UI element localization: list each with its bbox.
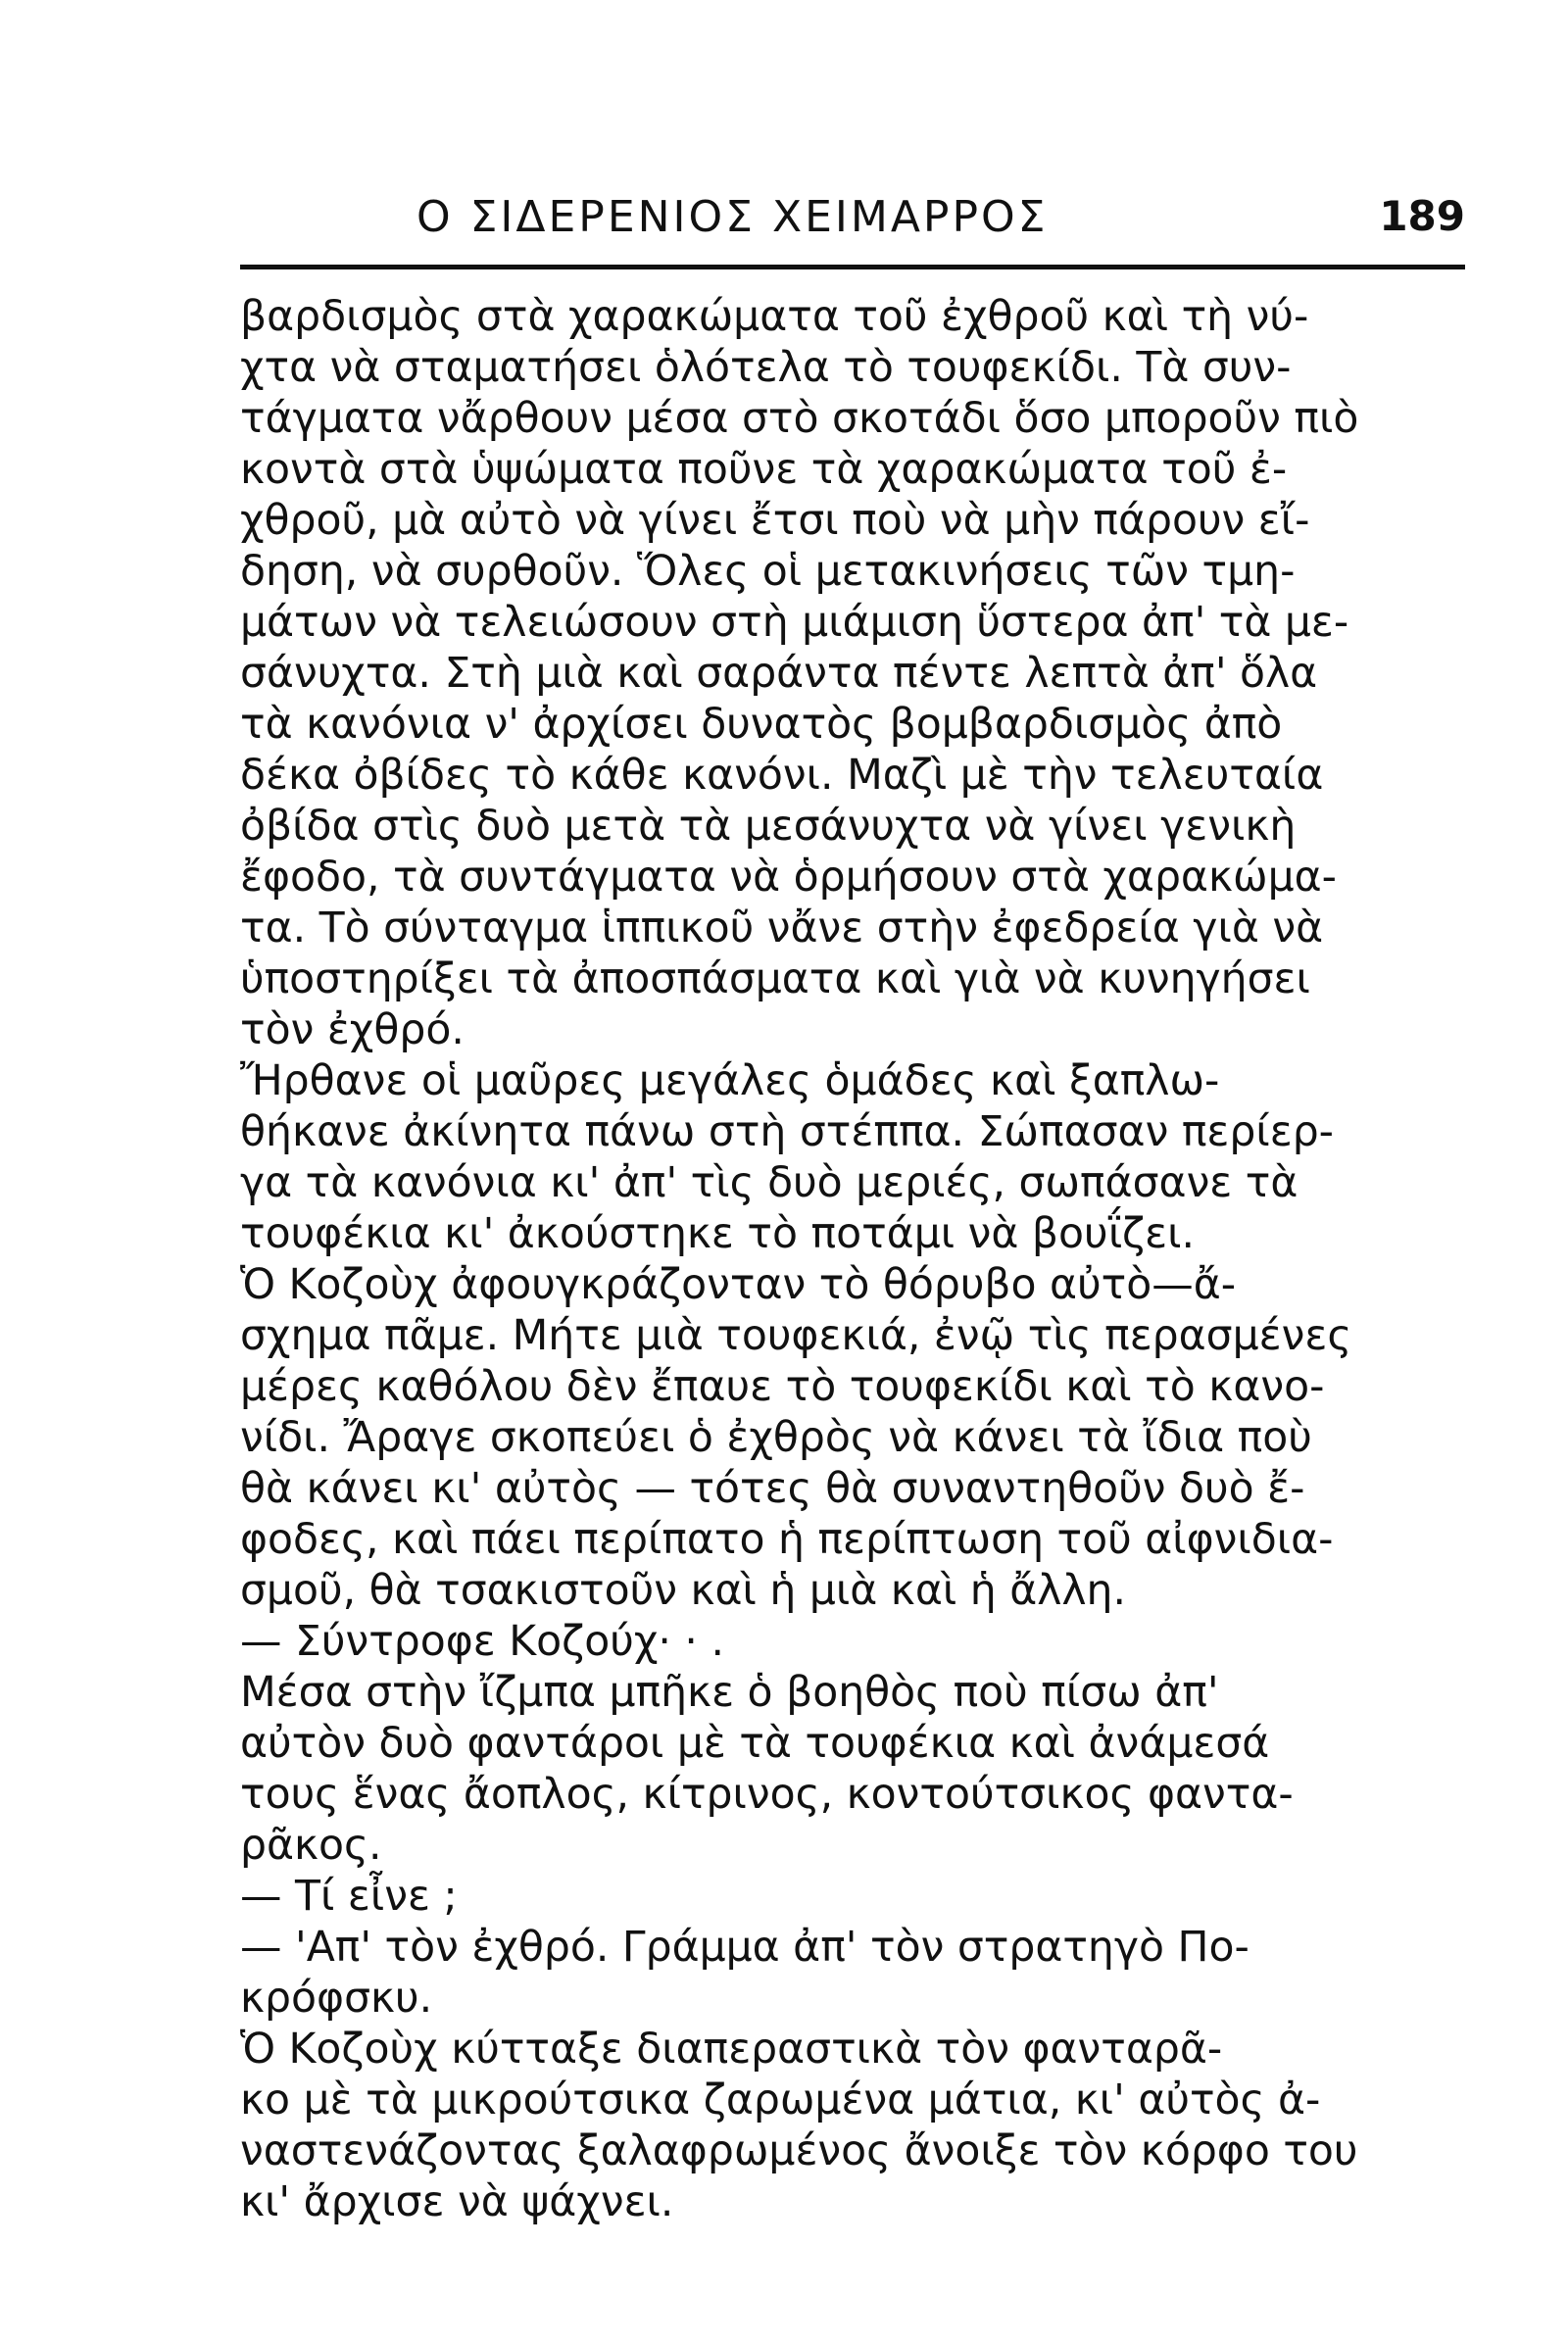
text-line: θήκανε ἀκίνητα πάνω στὴ στέππα. Σώπασαν περίερ-: [240, 1108, 1335, 1156]
text-line: τάγματα νἄρθουν μέσα στὸ σκοτάδι ὅσο μποροῦν πιὸ: [240, 395, 1359, 443]
text-line: τουφέκια κι' ἀκούστηκε τὸ ποτάμι νὰ βουΐζει.: [240, 1210, 1195, 1258]
text-line: δέκα ὀβίδες τὸ κάθε κανόνι. Μαζὶ μὲ τὴν τελευταία: [240, 752, 1324, 800]
text-line: κοντὰ στὰ ὑψώματα ποῦνε τὰ χαρακώματα τοῦ ἐ-: [240, 446, 1288, 494]
running-header: [240, 192, 1465, 261]
text-line: σάνυχτα. Στὴ μιὰ καὶ σαράντα πέντε λεπτὰ ἀπ' ὅλα: [240, 650, 1318, 698]
text-line: τὸν ἐχθρό.: [240, 1006, 465, 1054]
text-line: νίδι. Ἄραγε σκοπεύει ὁ ἐχθρὸς νὰ κάνει τὰ ἴδια ποὺ: [240, 1414, 1312, 1462]
text-line: τους ἕνας ἄοπλος, κίτρινος, κοντούτσικος φαντα-: [240, 1771, 1294, 1819]
running-title: Ο ΣΙΔΕΡΕΝΙΟΣ ΧΕΙΜΑΡΡΟΣ: [416, 192, 1049, 242]
header-rule: [240, 265, 1465, 269]
text-line: βαρδισμὸς στὰ χαρακώματα τοῦ ἐχθροῦ καὶ τὴ νύ-: [240, 293, 1309, 341]
text-line: ρᾶκος.: [240, 1822, 382, 1870]
page-number: 189: [1379, 192, 1465, 240]
text-line: — Τί εἶνε ;: [240, 1873, 458, 1921]
text-line: κρόφσκυ.: [240, 1975, 433, 2023]
text-line: χτα νὰ σταματήσει ὁλότελα τὸ τουφεκίδι. Τὰ συν-: [240, 344, 1292, 392]
text-line: σχημα πᾶμε. Μήτε μιὰ τουφεκιά, ἐνῷ τὶς περασμένες: [240, 1312, 1352, 1360]
text-line: δηση, νὰ συρθοῦν. Ὅλες οἱ μετακινήσεις τῶν τμη-: [240, 548, 1296, 596]
text-line: Ὁ Κοζοὺχ κύτταξε διαπεραστικὰ τὸν φανταρᾶ-: [240, 2026, 1223, 2074]
text-line: μάτων νὰ τελειώσουν στὴ μιάμιση ὕστερα ἀπ' τὰ με-: [240, 599, 1349, 647]
text-line: Ἤρθανε οἱ μαῦρες μεγάλες ὁμάδες καὶ ξαπλω-: [240, 1057, 1220, 1105]
text-line: κι' ἄρχισε νὰ ψάχνει.: [240, 2178, 674, 2226]
text-line: τὰ κανόνια ν' ἀρχίσει δυνατὸς βομβαρδισμὸς ἀπὸ: [240, 701, 1283, 749]
text-line: αὐτὸν δυὸ φαντάροι μὲ τὰ τουφέκια καὶ ἀνάμεσά: [240, 1720, 1270, 1768]
text-line: φοδες, καὶ πάει περίπατο ἡ περίπτωση τοῦ αἰφνιδια-: [240, 1516, 1334, 1564]
text-line: γα τὰ κανόνια κι' ἀπ' τὶς δυὸ μεριές, σωπάσανε τὰ: [240, 1159, 1298, 1207]
text-line: μέρες καθόλου δὲν ἔπαυε τὸ τουφεκίδι καὶ τὸ κανο-: [240, 1363, 1325, 1411]
body-text: [240, 292, 1465, 2228]
text-line: ὀβίδα στὶς δυὸ μετὰ τὰ μεσάνυχτα νὰ γίνει γενικὴ: [240, 803, 1297, 851]
text-line: χθροῦ, μὰ αὐτὸ νὰ γίνει ἔτσι ποὺ νὰ μὴν πάρουν εἴ-: [240, 497, 1310, 545]
text-line: τα. Τὸ σύνταγμα ἱππικοῦ νἄνε στὴν ἐφεδρεία γιὰ νὰ: [240, 904, 1324, 952]
text-line: — Σύντροφε Κοζούχ· · .: [240, 1618, 724, 1666]
text-line: σμοῦ, θὰ τσακιστοῦν καὶ ἡ μιὰ καὶ ἡ ἄλλη.: [240, 1567, 1126, 1615]
text-line: Ὁ Κοζοὺχ ἀφουγκράζονταν τὸ θόρυβο αὐτὸ—ἄ-: [240, 1261, 1237, 1309]
text-line: Μέσα στὴν ἴζμπα μπῆκε ὁ βοηθὸς ποὺ πίσω ἀπ': [240, 1669, 1219, 1717]
text-line: — 'Απ' τὸν ἐχθρό. Γράμμα ἀπ' τὸν στρατηγὸ Πο-: [240, 1924, 1250, 1972]
text-line: ἔφοδο, τὰ συντάγματα νὰ ὁρμήσουν στὰ χαρακώμα-: [240, 854, 1337, 902]
text-line: ὑποστηρίξει τὰ ἀποσπάσματα καὶ γιὰ νὰ κυνηγήσει: [240, 955, 1310, 1003]
text-line: θὰ κάνει κι' αὐτὸς — τότες θὰ συναντηθοῦν δυὸ ἔ-: [240, 1465, 1305, 1513]
text-line: κο μὲ τὰ μικρούτσικα ζαρωμένα μάτια, κι' αὐτὸς ἀ-: [240, 2076, 1321, 2124]
text-line: ναστενάζοντας ξαλαφρωμένος ἄνοιξε τὸν κόρφο του: [240, 2127, 1358, 2175]
